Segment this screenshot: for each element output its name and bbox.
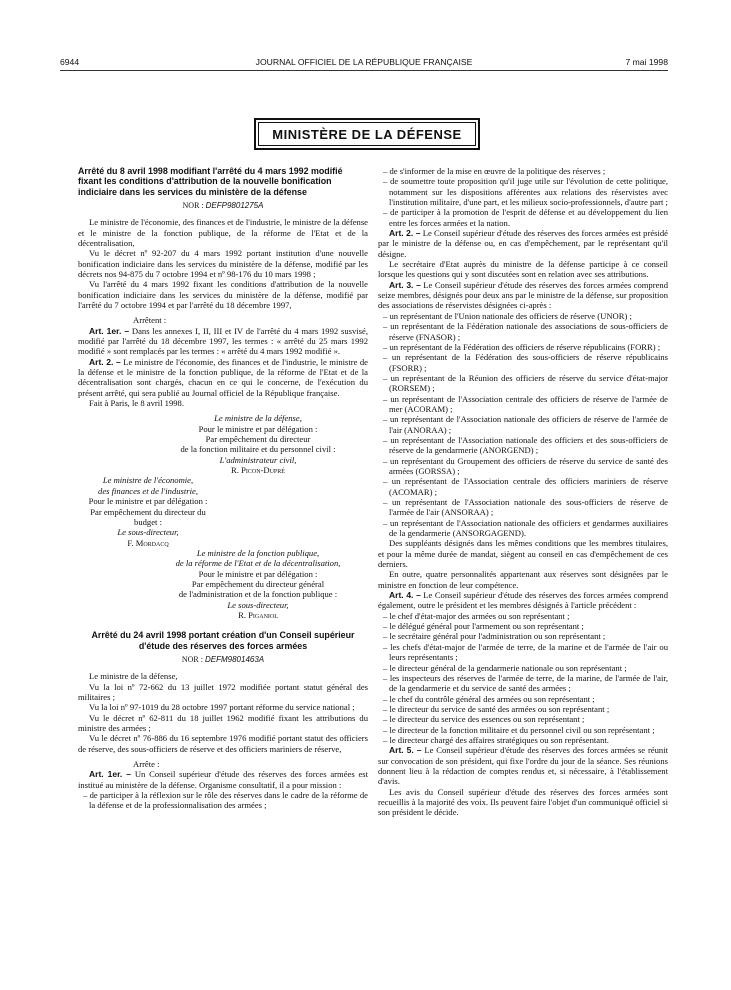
issue-date: 7 mai 1998 bbox=[625, 57, 668, 67]
signatory-name: R. Piganiol bbox=[238, 609, 278, 620]
article-text: Le ministre de l'économie, des finances et de l'industrie, le ministre de la défense et le ministre de la fonction publique, de la réforme de l'Etat et de la décentralisation sont chargés, chacun en ce qui le concerne, de l'exécution du présent arrêté, qui sera publié au Journal officiel de la République française. bbox=[78, 356, 368, 398]
list-item: – le directeur de la fonction militaire et du personnel civil ou son représentant ; bbox=[378, 725, 668, 735]
decree2-title: Arrêté du 24 avril 1998 portant création d'un Conseil supérieur d'étude des réserves des forces armées bbox=[91, 630, 355, 651]
left-column bbox=[78, 166, 368, 811]
nor-code: DEFM9801463A bbox=[204, 654, 265, 664]
list-item: – de soumettre toute proposition qu'il juge utile sur l'évolution de cette politique, notamment sur les dispositions afférentes aux relations des réservistes avec l'institution militaire, d'une part, et les milieux socio-professionnels, d'autre part ; bbox=[378, 176, 668, 207]
decree2-arrete: Arrête : bbox=[133, 758, 160, 769]
list-item: – de s'informer de la mise en œuvre de la politique des réserves ; bbox=[378, 166, 668, 176]
decree2-article-1 bbox=[78, 769, 368, 790]
signature-line: de la réforme de l'Etat et de la décentralisation, bbox=[175, 558, 341, 569]
article-4-list bbox=[378, 611, 668, 745]
decree1-article-1 bbox=[78, 326, 368, 357]
article-label: Art. 1er. – bbox=[89, 769, 132, 780]
list-item: – un représentant de l'Association nationale des officiers et des sous-officiers de réserve de la gendarmerie (ANORGEND) ; bbox=[378, 435, 668, 456]
decree2-article-2 bbox=[378, 228, 668, 259]
decree2-article-3-para: Des suppléants désignés dans les mêmes conditions que les membres titulaires, et pour la même durée de mandat, siègent au conseil en cas d'empêchement de ces derniers. bbox=[378, 538, 668, 570]
page-header bbox=[60, 57, 668, 71]
article-label: Art. 2. – bbox=[89, 356, 121, 367]
list-item: – le délégué général pour l'armement ou son représentant ; bbox=[378, 621, 668, 631]
article-text: Le Conseil supérieur d'étude des réserves des forces armées est présidé par le ministre de la défense ou, en cas d'empêchement, par le représentant qu'il désigne. bbox=[378, 228, 668, 259]
list-item: – un représentant de la Réunion des officiers de réserve du service d'état-major (RORSEM) ; bbox=[378, 373, 668, 394]
nor-label: NOR : bbox=[181, 654, 203, 664]
decree2-article-2-para: Le secrétaire d'Etat auprès du ministre de la défense participe à ce conseil lorsque les questions qui y sont discutées sont en relation avec ses attributions. bbox=[378, 259, 668, 280]
article-1-list bbox=[78, 790, 368, 811]
list-item: – de participer à la promotion de l'esprit de défense et au développement du lien entre les forces armées et la nation. bbox=[378, 207, 668, 228]
ministry-heading-box bbox=[254, 118, 480, 150]
list-item: – le chef d'état-major des armées ou son représentant ; bbox=[378, 611, 668, 621]
right-column bbox=[378, 166, 668, 818]
decree2-para: Vu le décret nº 62-811 du 18 juillet 1962 modifié fixant les attributions du ministre des armées ; bbox=[78, 712, 368, 733]
article-label: Art. 3. – bbox=[389, 279, 421, 290]
list-item: – un représentant de l'Association nationale des sous-officiers de réserve de l'armée de l'air (ANSORAA) ; bbox=[378, 497, 668, 518]
list-item: – les chefs d'état-major de l'armée de terre, de la marine et de l'armée de l'air ou leurs représentants ; bbox=[378, 642, 668, 663]
nor-label: NOR : bbox=[182, 200, 204, 210]
signature-line: Le sous-directeur, bbox=[227, 599, 289, 610]
signature-line: L'administrateur civil, bbox=[219, 454, 297, 465]
header-rule bbox=[60, 70, 668, 71]
article-label: Art. 5. – bbox=[389, 745, 422, 756]
signature-line: Le ministre de la défense, bbox=[214, 413, 302, 424]
article-label: Art. 4. – bbox=[389, 590, 421, 601]
list-item: – un représentant de l'Association centrale des officiers mariniers de réserve (ACOMAR) ; bbox=[378, 476, 668, 497]
list-item: – un représentant de l'Association nationale des officiers de réserve de l'armée de l'air (ANORAA) ; bbox=[378, 414, 668, 435]
spacer bbox=[78, 620, 368, 630]
list-item: – de participer à la réflexion sur le rôle des réserves dans le cadre de la réforme de la défense et de la professionnalisation des armées ; bbox=[78, 790, 368, 811]
list-item: – le secrétaire général pour l'administration ou son représentant ; bbox=[378, 631, 668, 641]
list-item: – un représentant du Groupement des officiers de réserve du service de santé des armées (GORSSA) ; bbox=[378, 456, 668, 477]
signatory-name: F. Mordacq bbox=[127, 537, 169, 548]
article-text: Le Conseil supérieur d'étude des réserves des forces armées se réunit sur convocation de son président, qui fixe l'ordre du jour de la séance. Ses réunions donnent lieu à la rédaction de comptes rendus et, si nécessaire, à l'établissement d'avis. bbox=[378, 745, 668, 787]
list-item: – le directeur du service des essences ou son représentant ; bbox=[378, 714, 668, 724]
decree1-para: Vu l'arrêté du 4 mars 1992 fixant les conditions d'attribution de la nouvelle bonification indiciaire dans les services du ministère de la défense, modifié par l'arrêté du 7 octobre 1994 et par l'arrêté du 18 décembre 1997, bbox=[78, 279, 368, 310]
list-item: – un représentant de l'Union nationale des officiers de réserve (UNOR) ; bbox=[378, 311, 668, 321]
decree2-para: Vu le décret nº 76-886 du 16 septembre 1976 modifié portant statut des officiers de réserve, des sous-officiers de réserve et des officiers mariniers de réserve, bbox=[78, 733, 368, 754]
signature-line: Le ministre de la fonction publique, bbox=[196, 547, 320, 558]
decree2-article-4 bbox=[378, 590, 668, 611]
decree1-para: Vu le décret nº 92-207 du 4 mars 1992 portant institution d'une nouvelle bonification indiciaire dans les services du ministère de la défense, modifié par les décrets nos 94-875 du 7 octobre 1994 et nº 98-176 du 10 mars 1998 ; bbox=[78, 248, 368, 279]
list-item: – le directeur du service de santé des armées ou son représentant ; bbox=[378, 704, 668, 714]
article-1-list-continued bbox=[378, 166, 668, 228]
decree2-para: Le ministre de la défense, bbox=[89, 671, 178, 682]
signature-line: Pour le ministre et par délégation : bbox=[198, 568, 318, 579]
list-item: – un représentant de l'Association nationale des officiers et gendarmes auxiliaires de la gendarmerie (ANSORGAGEND). bbox=[378, 518, 668, 539]
decree2-article-3-para: En outre, quatre personnalités appartenant aux réserves sont désignées par le ministre en fonction de leur compétence. bbox=[378, 569, 668, 590]
signatory-name: R. Picon-Dupré bbox=[231, 465, 285, 476]
decree1-nor bbox=[78, 201, 368, 211]
signature-line: Par empêchement du directeur bbox=[205, 434, 311, 445]
decree1-para: Le ministre de l'économie, des finances et de l'industrie, le ministre de la défense et le ministre de la fonction publique, de la réforme de l'Etat et de la décentralisation, bbox=[78, 217, 368, 248]
decree2-nor bbox=[78, 655, 368, 665]
signature-line: Pour le ministre et par délégation : bbox=[198, 423, 318, 434]
article-text: Le Conseil supérieur d'étude des réserves des forces armées comprend également, outre le président et les membres désignés à l'article précédent : bbox=[378, 590, 668, 611]
article-text: Le Conseil supérieur d'étude des réserves des forces armées comprend seize membres, désignés pour deux ans par le ministre de la défense, sur proposition des associations de réservistes désignées ci-après : bbox=[378, 279, 668, 311]
decree1-article-2 bbox=[78, 357, 368, 398]
signature-block-defense bbox=[78, 413, 368, 475]
signature-block-civil-service bbox=[78, 548, 368, 620]
journal-title: JOURNAL OFFICIEL DE LA RÉPUBLIQUE FRANÇAISE bbox=[255, 57, 473, 67]
decree2-para: Vu la loi nº 97-1019 du 28 octobre 1997 portant réforme du service national ; bbox=[89, 702, 355, 713]
signature-line: des finances et de l'industrie, bbox=[98, 485, 198, 496]
article-3-list bbox=[378, 311, 668, 539]
decree1-done-at: Fait à Paris, le 8 avril 1998. bbox=[89, 398, 184, 409]
signature-line: Par empêchement du directeur général bbox=[191, 578, 325, 589]
list-item: – un représentant de la Fédération des sous-officiers de réserve républicains (FSORR) ; bbox=[378, 352, 668, 373]
list-item: – le directeur chargé des affaires stratégiques ou son représentant. bbox=[378, 735, 668, 745]
list-item: – les inspecteurs des réserves de l'armée de terre, de la marine, de l'armée de l'air, de la gendarmerie et du service de santé des armées ; bbox=[378, 673, 668, 694]
decree2-para: Vu la loi nº 72-662 du 13 juillet 1972 modifiée portant statut général des militaires ; bbox=[78, 681, 368, 702]
signature-line: de l'administration et de la fonction publique : bbox=[178, 589, 338, 600]
signature-line: de la fonction militaire et du personnel civil : bbox=[180, 444, 336, 455]
signature-block-economy bbox=[78, 475, 368, 547]
list-item: – un représentant de l'Association centrale des officiers de réserve de l'armée de mer (ACORAM) ; bbox=[378, 394, 668, 415]
list-item: – le directeur général de la gendarmerie nationale ou son représentant ; bbox=[378, 663, 668, 673]
article-text: Un Conseil supérieur d'étude des réserves des forces armées est institué au ministère de la défense. Organisme consultatif, il a pour mission : bbox=[78, 769, 368, 790]
decree2-article-5-para: Les avis du Conseil supérieur d'étude des réserves des forces armées sont recueillis à la majorité des voix. Ils peuvent faire l'objet d'un communiqué officiel si son président le décide. bbox=[378, 786, 668, 818]
signature-line: Pour le ministre et par délégation : bbox=[88, 496, 208, 507]
article-text: Dans les annexes I, II, III et IV de l'arrêté du 4 mars 1992 susvisé, modifié par l'arrêté du 18 décembre 1997, les termes : « arrêté du 25 mars 1992 modifié » sont remplacés par les termes : « arrêté du 4 mars 1992 modifié ». bbox=[78, 325, 368, 357]
list-item: – un représentant de la Fédération nationale des associations de sous-officiers de réserve (FNASOR) ; bbox=[378, 321, 668, 342]
page-number: 6944 bbox=[60, 57, 80, 67]
nor-code: DEFP9801275A bbox=[205, 200, 264, 210]
decree1-title: Arrêté du 8 avril 1998 modifiant l'arrêté du 4 mars 1992 modifié fixant les conditions d'attribution de la nouvelle bonification indiciaire dans les services du ministère de la défense bbox=[78, 166, 343, 197]
article-label: Art. 1er. – bbox=[89, 325, 130, 336]
list-item: – le chef du contrôle général des armées ou son représentant ; bbox=[378, 694, 668, 704]
signature-line: Par empêchement du directeur du budget : bbox=[90, 506, 206, 527]
list-item: – un représentant de la Fédération des officiers de réserve républicains (FORR) ; bbox=[378, 342, 668, 352]
ministry-heading: MINISTÈRE DE LA DÉFENSE bbox=[272, 126, 462, 142]
signature-line: Le ministre de l'économie, bbox=[102, 475, 194, 486]
article-label: Art. 2. – bbox=[389, 228, 421, 239]
decree1-arretent: Arrêtent : bbox=[133, 315, 167, 326]
decree2-article-5 bbox=[378, 745, 668, 786]
signature-line: Le sous-directeur, bbox=[117, 527, 179, 538]
decree2-article-3 bbox=[378, 280, 668, 311]
